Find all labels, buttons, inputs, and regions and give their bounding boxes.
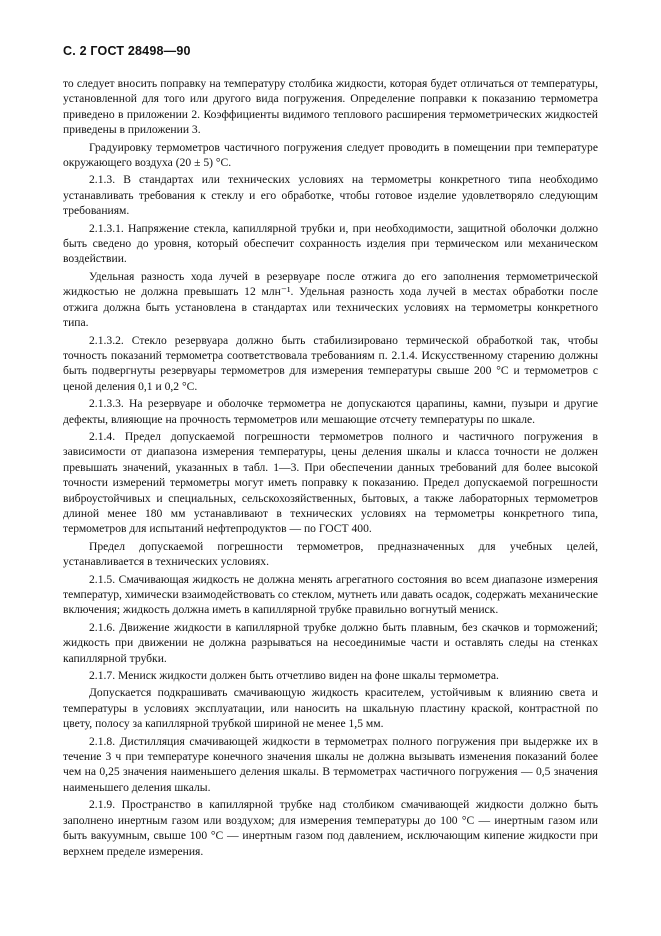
paragraph-2-1-4: 2.1.4. Предел допускаемой погрешности термометров полного и частичного погружения в зависимости от диапазона измерения температуры, цены деления шкалы и класса точности не должен превышать значений, указанных в табл. 1—3. При обеспечении данных требований для более высокой точности измерений термометры могут иметь поправку к показанию. Предел допускаемой погрешности виброустойчивых и специальных, сельскохозяйственных, бытовых, а также лабораторных термометров длиной менее 180 мм устанавливают в технических условиях на термометры конкретного типа, термометров для испытаний нефтепродуктов — по ГОСТ 400. (63, 429, 598, 536)
paragraph-2-1-8: 2.1.8. Дистилляция смачивающей жидкости в термометрах полного погружения при выдержке их в течение 3 ч при температуре конечного значения шкалы не должна вызывать изменения показаний более чем на 0,25 значения наименьшего деления шкалы. В термометрах частичного погружения — 0,5 значения наименьшего деления шкалы. (63, 734, 598, 794)
page-header: С. 2 ГОСТ 28498—90 (63, 44, 191, 58)
paragraph-2-1-3-3: 2.1.3.3. На резервуаре и оболочке термометра не допускаются царапины, камни, пузыри и другие дефекты, влияющие на прочность термометров или мешающие отсчету температуры по шкале. (63, 397, 598, 426)
paragraph-2-1-7: 2.1.7. Мениск жидкости должен быть отчетливо виден на фоне шкалы термометра. (89, 669, 499, 683)
paragraph-continuation: то следует вносить поправку на температуру столбика жидкости, которая будет отличаться от температуры, установленной для того или другого вида погружения. Определение поправки к показанию термометра приведено в приложении 2. Коэффициенты видимого теплового расширения термометрических жидкостей приведены в приложении 3. (63, 77, 598, 137)
paragraph-graduation: Градуировку термометров частичного погружения следует проводить в помещении при температуре окружающего воздуха (20 ± 5) °С. (63, 140, 598, 170)
paragraph-2-1-5: 2.1.5. Смачивающая жидкость не должна менять агрегатного состояния во всем диапазоне измерения температур, химически взаимодействовать со стеклом, мутнеть или давать осадок, содержать механические включения; жидкость должна иметь в капиллярной трубке правильно вогнутый мениск. (63, 572, 598, 617)
paragraph-2-1-6: 2.1.6. Движение жидкости в капиллярной трубке должно быть плавным, без скачков и торможений; жидкость при движении не должна разрываться на несоединимые части и оставлять следы на стенках капиллярной трубки. (63, 620, 598, 665)
paragraph-2-1-3-1: 2.1.3.1. Напряжение стекла, капиллярной трубки и, при необходимости, защитной оболочки должно быть сведено до уровня, который обеспечит сохранность изделия при термическом или механическом воздействии. (63, 221, 598, 266)
body-text (63, 76, 598, 861)
paragraph-2-1-3: 2.1.3. В стандартах или технических условиях на термометры конкретного типа необходимо устанавливать требования к стеклу и его обработке, чтобы готовое изделие удовлетворяло следующим требованиям. (63, 173, 598, 218)
paragraph-2-1-3-2: 2.1.3.2. Стекло резервуара должно быть стабилизировано термической обработкой так, чтобы точность показаний термометра соответствовала требованиям п. 2.1.4. Искусственному старению должны быть подвергнуты резервуары термометров для измерения температуры свыше 200 °С и термометров с ценой деления 0,1 и 0,2 °С. (63, 333, 598, 393)
paragraph-2-1-9: 2.1.9. Пространство в капиллярной трубке над столбиком смачивающей жидкости должно быть заполнено инертным газом или воздухом; для измерения температуры до 100 °С — инертным газом или быть вакуумным, свыше 100 °С — инертным газом под давлением, исключающим кипение жидкости при верхнем пределе измерения. (63, 798, 598, 858)
paragraph-ray-difference: Удельная разность хода лучей в резервуаре после отжига до его заполнения термометрической жидкостью не должна превышать 12 млн⁻¹. Удельная разность хода лучей в местах обработки после отжига должна быть установлена в стандартах или технических условиях на термометры конкретного типа. (63, 269, 598, 330)
paragraph-educational: Предел допускаемой погрешности термометров, предназначенных для учебных целей, устанавливается в технических условиях. (63, 539, 598, 569)
paragraph-coloring: Допускается подкрашивать смачивающую жидкость красителем, устойчивым к влиянию света и температуры в условиях эксплуатации, или наносить на шкальную пластину краской, контрастной по цвету, полосу за капиллярной трубкой шириной не менее 1,5 мм. (63, 686, 598, 731)
